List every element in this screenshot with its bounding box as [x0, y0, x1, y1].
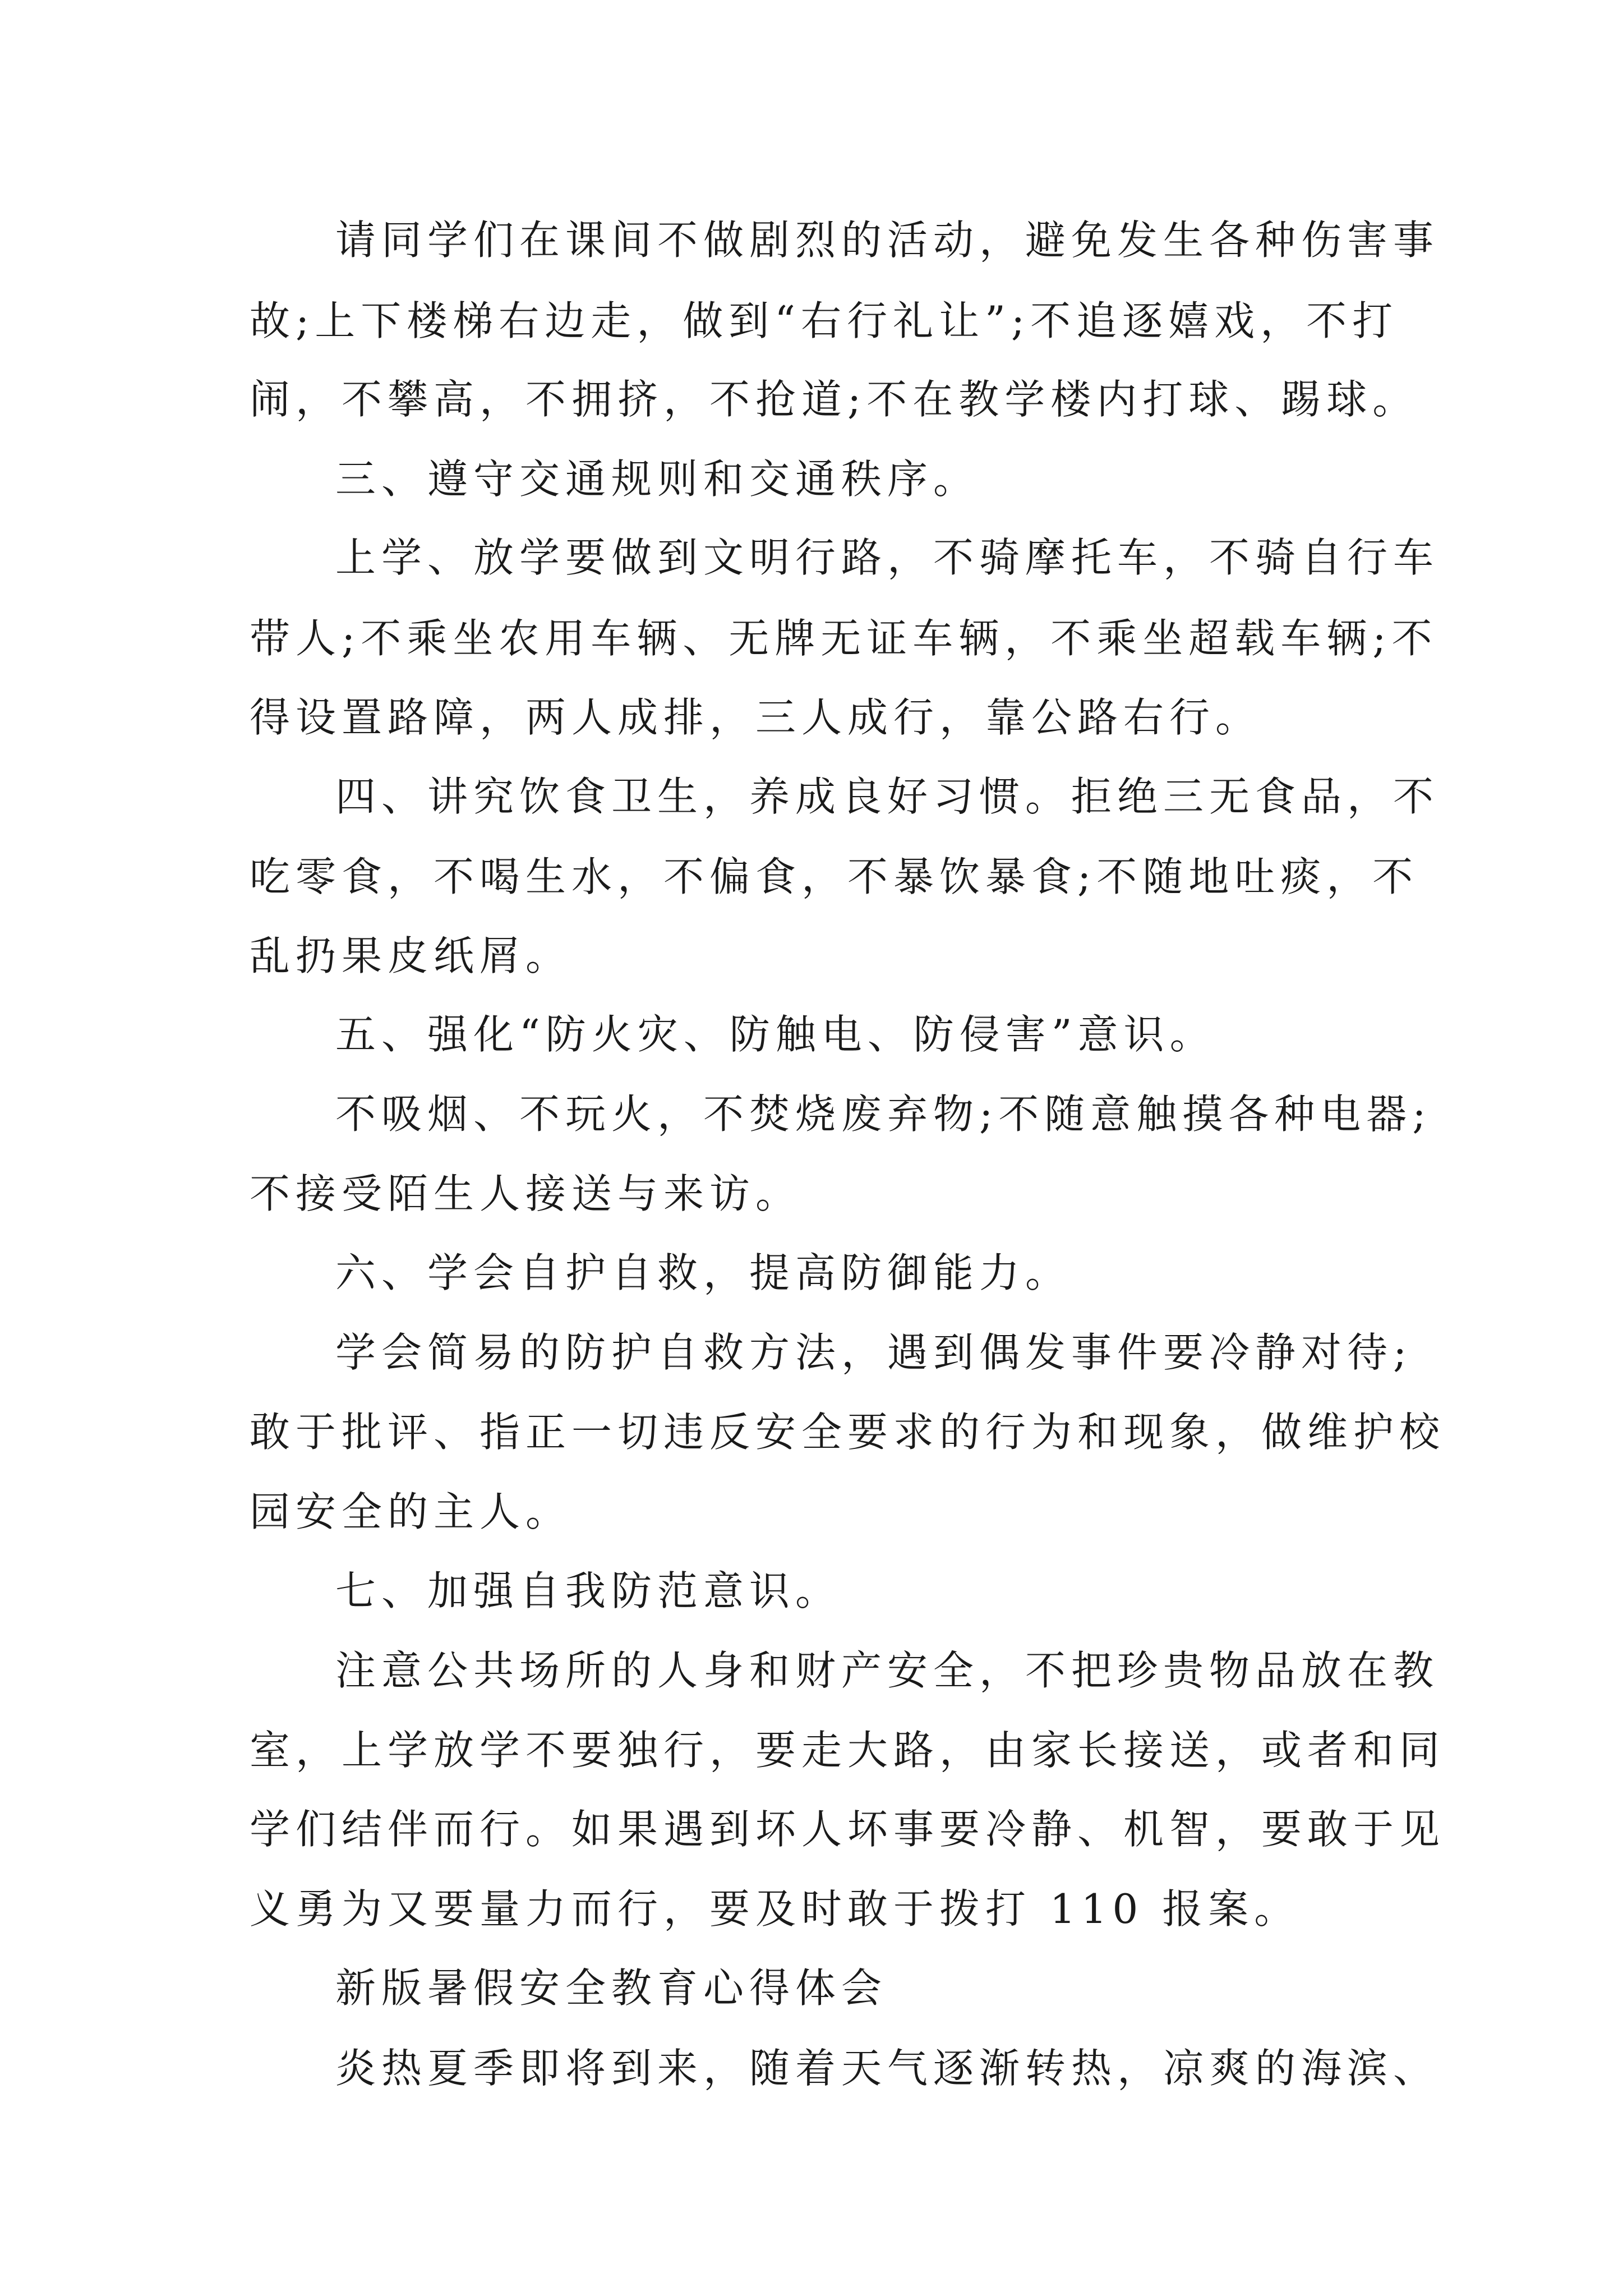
section-heading-5: 五、强化“防火灾、防触电、防侵害”意识。 — [335, 1011, 1216, 1058]
text-line-20: 室，上学放学不要独行，要走大路，由家长接送，或者和同 — [250, 1727, 1446, 1774]
text-line-7: 得设置路障，两人成排，三人成行，靠公路右行。 — [250, 694, 1262, 741]
text-line-16: 敢于批评、指正一切违反安全要求的行为和现象，做维护校 — [250, 1409, 1446, 1456]
text-line-3: 闹，不攀高，不拥挤，不抢道;不在教学楼内打球、踢球。 — [250, 376, 1419, 423]
text-line-5: 上学、放学要做到文明行路，不骑摩托车，不骑自行车 — [335, 534, 1440, 581]
text-line-17: 园安全的主人。 — [250, 1488, 572, 1535]
text-line-6: 带人;不乘坐农用车辆、无牌无证车辆，不乘坐超载车辆;不 — [250, 615, 1438, 662]
text-line-22: 义勇为又要量力而行，要及时敢于拨打 110 报案。 — [250, 1885, 1301, 1932]
section-heading-3: 三、遵守交通规则和交通秩序。 — [335, 455, 980, 503]
text-line-19: 注意公共场所的人身和财产安全，不把珍贵物品放在教 — [335, 1647, 1440, 1694]
text-line-2: 故;上下楼梯右边走，做到“右行礼让”;不追逐嬉戏，不打 — [250, 297, 1399, 344]
section-heading-6: 六、学会自护自救，提高防御能力。 — [335, 1249, 1072, 1296]
text-line-15: 学会简易的防护自救方法，遇到偶发事件要冷静对待; — [335, 1329, 1413, 1376]
text-line-24: 炎热夏季即将到来，随着天气逐渐转热，凉爽的海滨、 — [335, 2045, 1440, 2092]
text-line-1: 请同学们在课间不做剧烈的活动，避免发生各种伤害事 — [335, 217, 1440, 264]
text-line-21: 学们结伴而行。如果遇到坏人坏事要冷静、机智，要敢于见 — [250, 1806, 1446, 1853]
text-line-12: 不吸烟、不玩火，不焚烧废弃物;不随意触摸各种电器; — [335, 1091, 1432, 1138]
text-line-10: 乱扔果皮纸屑。 — [250, 932, 572, 979]
text-line-13: 不接受陌生人接送与来访。 — [250, 1170, 802, 1217]
section-heading-4: 四、讲究饮食卫生，养成良好习惯。拒绝三无食品，不 — [335, 773, 1440, 820]
text-line-9: 吃零食，不喝生水，不偏食，不暴饮暴食;不随地吐痰，不 — [250, 853, 1419, 900]
article-title: 新版暑假安全教育心得体会 — [335, 1964, 888, 2012]
section-heading-7: 七、加强自我防范意识。 — [335, 1567, 842, 1614]
